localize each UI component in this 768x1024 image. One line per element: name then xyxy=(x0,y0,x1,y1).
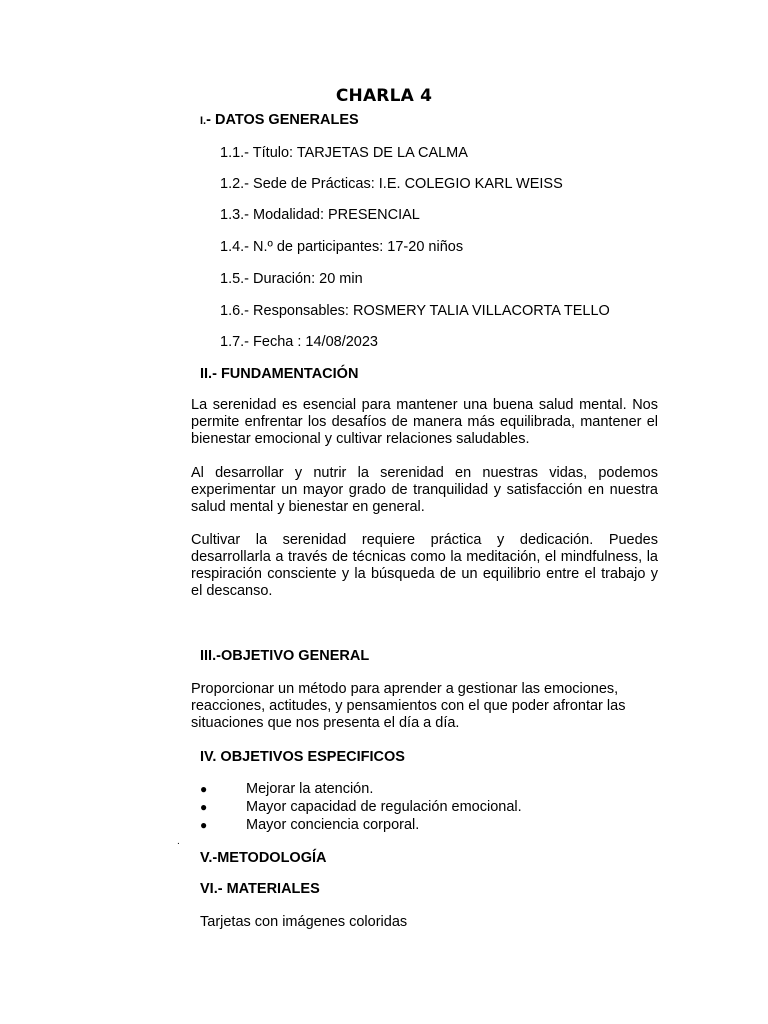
section-heading-fundamentacion: II.- FUNDAMENTACIÓN xyxy=(200,366,359,382)
general-data-item: 1.1.- Título: TARJETAS DE LA CALMA xyxy=(220,145,468,161)
fundamentacion-paragraph: Cultivar la serenidad requiere práctica y dedicación. Puedes desarrollarla a través de técnicas como la meditación, el mindfulness, la respiración consciente y la búsqueda de un equilibrio entre el trabajo y el descanso. xyxy=(191,532,658,599)
objetivos-especificos-list xyxy=(198,780,522,834)
stray-mark: . xyxy=(177,836,180,847)
materiales-text: Tarjetas con imágenes coloridas xyxy=(200,914,408,930)
section-heading-materiales: VI.- MATERIALES xyxy=(200,881,320,897)
section-heading-datos-generales xyxy=(200,112,359,128)
section-heading-metodologia: V.-METODOLOGÍA xyxy=(200,850,327,866)
general-data-item: 1.2.- Sede de Prácticas: I.E. COLEGIO KARL WEISS xyxy=(220,176,563,192)
bullet-icon: ● xyxy=(200,782,208,796)
general-data-item: 1.5.- Duración: 20 min xyxy=(220,271,363,287)
general-data-item: 1.7.- Fecha : 14/08/2023 xyxy=(220,334,378,350)
section-heading-objetivo-general: III.-OBJETIVO GENERAL xyxy=(200,648,370,664)
fundamentacion-paragraph: La serenidad es esencial para mantener una buena salud mental. Nos permite enfrentar los desafíos de manera más equilibrada, mantener el bienestar emocional y cultivar relaciones saludables. xyxy=(191,397,658,447)
general-data-item: 1.3.- Modalidad: PRESENCIAL xyxy=(220,207,420,223)
list-item xyxy=(198,798,522,816)
list-item-text: Mayor capacidad de regulación emocional. xyxy=(246,799,522,815)
bullet-icon: ● xyxy=(200,818,208,832)
section-heading-text: - DATOS GENERALES xyxy=(206,112,359,128)
bullet-icon: ● xyxy=(200,800,208,814)
objetivo-general-paragraph: Proporcionar un método para aprender a gestionar las emociones, reacciones, actitudes, y pensamientos con el que poder afrontar las situaciones que nos presenta el día a día. xyxy=(191,681,626,731)
list-item xyxy=(198,816,522,834)
list-item xyxy=(198,780,522,798)
list-item-text: Mayor conciencia corporal. xyxy=(246,817,420,833)
list-item-text: Mejorar la atención. xyxy=(246,781,374,797)
fundamentacion-paragraph: Al desarrollar y nutrir la serenidad en nuestras vidas, podemos experimentar un mayor grado de tranquilidad y satisfacción en nuestra salud mental y bienestar en general. xyxy=(191,465,658,515)
general-data-item: 1.6.- Responsables: ROSMERY TALIA VILLACORTA TELLO xyxy=(220,303,610,319)
general-data-item: 1.4.- N.º de participantes: 17-20 niños xyxy=(220,239,464,255)
section-heading-objetivos-especificos: IV. OBJETIVOS ESPECIFICOS xyxy=(200,749,405,765)
document-title: CHARLA 4 xyxy=(335,86,433,106)
section-number: I. xyxy=(200,115,207,127)
